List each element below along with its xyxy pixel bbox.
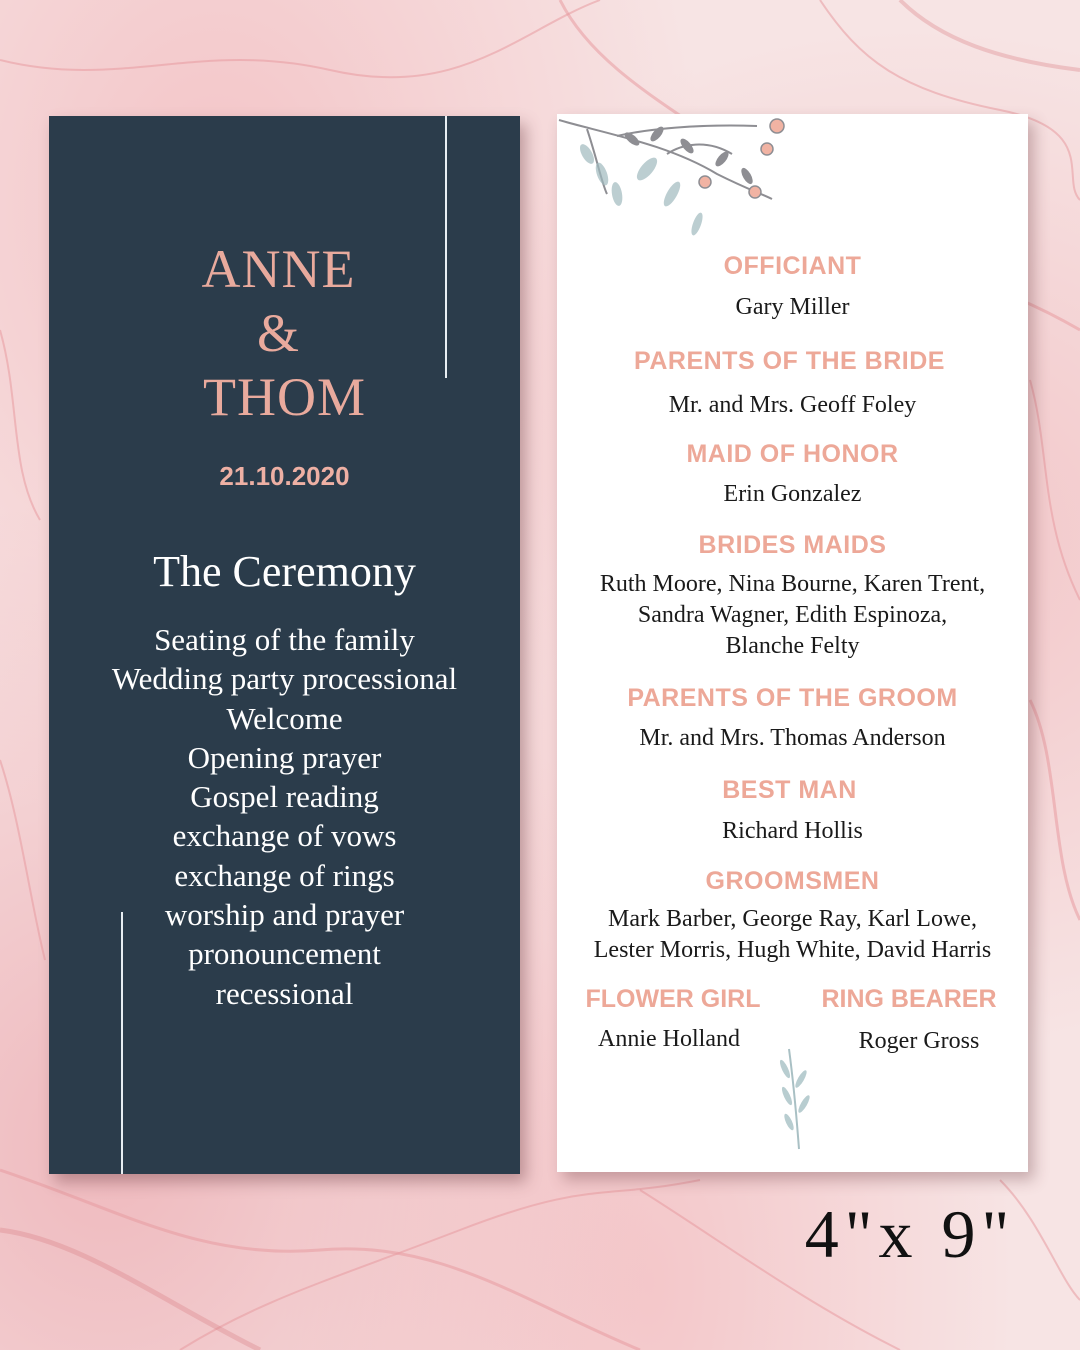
parents-groom-heading: PARENTS OF THE GROOM (627, 684, 958, 712)
floral-branch-icon (557, 114, 797, 254)
maid-of-honor-name: Erin Gonzalez (723, 481, 862, 507)
ceremony-item: exchange of vows (172, 818, 397, 854)
ceremony-order-list (49, 620, 520, 1013)
brides-maids-line: Sandra Wagner, Edith Espinoza, (637, 602, 948, 628)
groom-name: THOM (203, 367, 366, 427)
ceremony-item: exchange of rings (174, 857, 395, 893)
ceremony-item: Opening prayer (187, 739, 382, 775)
bride-name: ANNE (201, 239, 356, 299)
ceremony-item: Welcome (226, 700, 343, 736)
best-man-name: Richard Hollis (722, 818, 863, 844)
ceremony-item: Seating of the family (154, 622, 415, 657)
parents-bride-names: Mr. and Mrs. Geoff Foley (668, 392, 917, 418)
brides-maids-line: Ruth Moore, Nina Bourne, Karen Trent, (599, 571, 986, 597)
officiant-heading: OFFICIANT (723, 252, 862, 280)
groomsmen-line: Mark Barber, George Ray, Karl Lowe, (608, 906, 977, 932)
groomsmen-names (557, 904, 1028, 966)
brides-maids-line: Blanche Felty (725, 633, 860, 659)
flower-girl-heading: FLOWER GIRL (585, 985, 761, 1013)
parents-groom-names: Mr. and Mrs. Thomas Anderson (639, 725, 946, 751)
ampersand: & (256, 303, 300, 363)
maid-of-honor-heading: MAID OF HONOR (686, 440, 899, 468)
leaf-sprig-icon (777, 1044, 817, 1154)
flower-girl-name: Annie Holland (598, 1026, 740, 1052)
wedding-party-card (557, 114, 1028, 1172)
brides-maids-names (557, 569, 1028, 662)
ceremony-item: worship and prayer (164, 897, 405, 933)
ceremony-item: Gospel reading (190, 779, 379, 815)
ring-bearer-name: Roger Gross (858, 1028, 980, 1054)
ceremony-item: recessional (215, 975, 354, 1011)
wedding-date: 21.10.2020 (219, 461, 350, 491)
ceremony-card (49, 116, 520, 1174)
best-man-heading: BEST MAN (722, 776, 857, 804)
ring-bearer-heading: RING BEARER (821, 985, 997, 1013)
groomsmen-line: Lester Morris, Hugh White, David Harris (593, 937, 992, 963)
size-label: 4"x 9" (804, 1196, 1016, 1272)
ceremony-item: Wedding party processional (111, 661, 458, 697)
groomsmen-heading: GROOMSMEN (705, 867, 880, 895)
ceremony-item: pronouncement (188, 936, 381, 972)
ceremony-title: The Ceremony (153, 547, 416, 596)
officiant-name: Gary Miller (735, 294, 850, 320)
brides-maids-heading: BRIDES MAIDS (698, 531, 887, 559)
parents-bride-heading: PARENTS OF THE BRIDE (634, 347, 945, 375)
